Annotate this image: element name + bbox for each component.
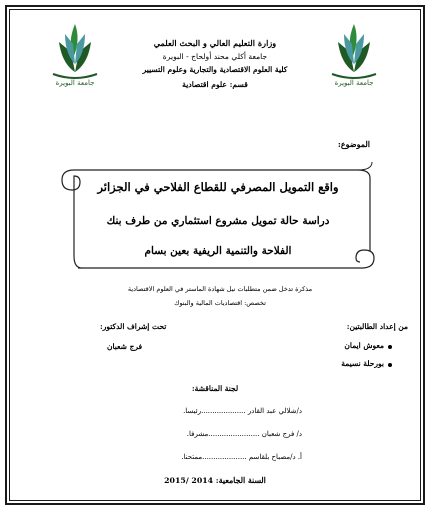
- thesis-note: مذكرة تدخل ضمن متطلبات نيل شهادة الماستر في العلوم الاقتصادية: [127, 285, 313, 293]
- logo-caption-left: جامعة البويرة: [55, 79, 95, 87]
- ministry-name: وزارة التعليم العالي و البحث العلمي: [153, 38, 277, 48]
- university-name: جامعة أكلي محند أولحاج - البويرة: [162, 52, 268, 61]
- department-name: قسم: علوم اقتصادية: [182, 80, 248, 89]
- supervisor-name: فرج شعبان: [107, 342, 143, 351]
- thesis-title-line-1: واقع التمويل المصرفي للقطاع الفلاحي في الجزائر: [97, 180, 339, 194]
- committee-title: لجنة المناقشة:: [191, 384, 239, 393]
- student-name: معوش ايمان: [344, 341, 384, 350]
- student-name: بورحلة نسيمة: [341, 359, 384, 368]
- subject-label: الموضوع:: [337, 139, 370, 149]
- thesis-title-line-3: الفلاحة والتنمية الريفية بعين بسام: [144, 245, 292, 257]
- thesis-title-line-2: دراسة حالة تمويل مشروع استثماري من طرف بنك: [106, 215, 330, 227]
- supervisor-label: تحت إشراف الدكتور:: [100, 322, 167, 331]
- committee-member: د/شلالي عبد القادر ....................رئيسا.: [183, 407, 302, 415]
- university-logo-left: [45, 22, 105, 86]
- bullet-icon: [388, 363, 392, 367]
- faculty-name: كلية العلوم الاقتصادية والتجارية وعلوم التسيير: [142, 65, 288, 74]
- bullet-icon: [388, 345, 392, 349]
- specialization-note: تخصص: اقتصاديات المالية والبنوك: [174, 299, 266, 307]
- university-logo-right: [324, 22, 384, 86]
- academic-year: السنة الجامعية: 2014 /2015: [164, 476, 266, 485]
- committee-member: أ. د/مصباح بلقاسم ....................ممتحنا.: [181, 453, 302, 461]
- students-label: من إعداد الطالبتين:: [346, 322, 408, 331]
- committee-member: د/ فرج شعبان .......................مشرفا.: [186, 430, 302, 438]
- logo-caption-right: جامعة البويرة: [334, 79, 374, 87]
